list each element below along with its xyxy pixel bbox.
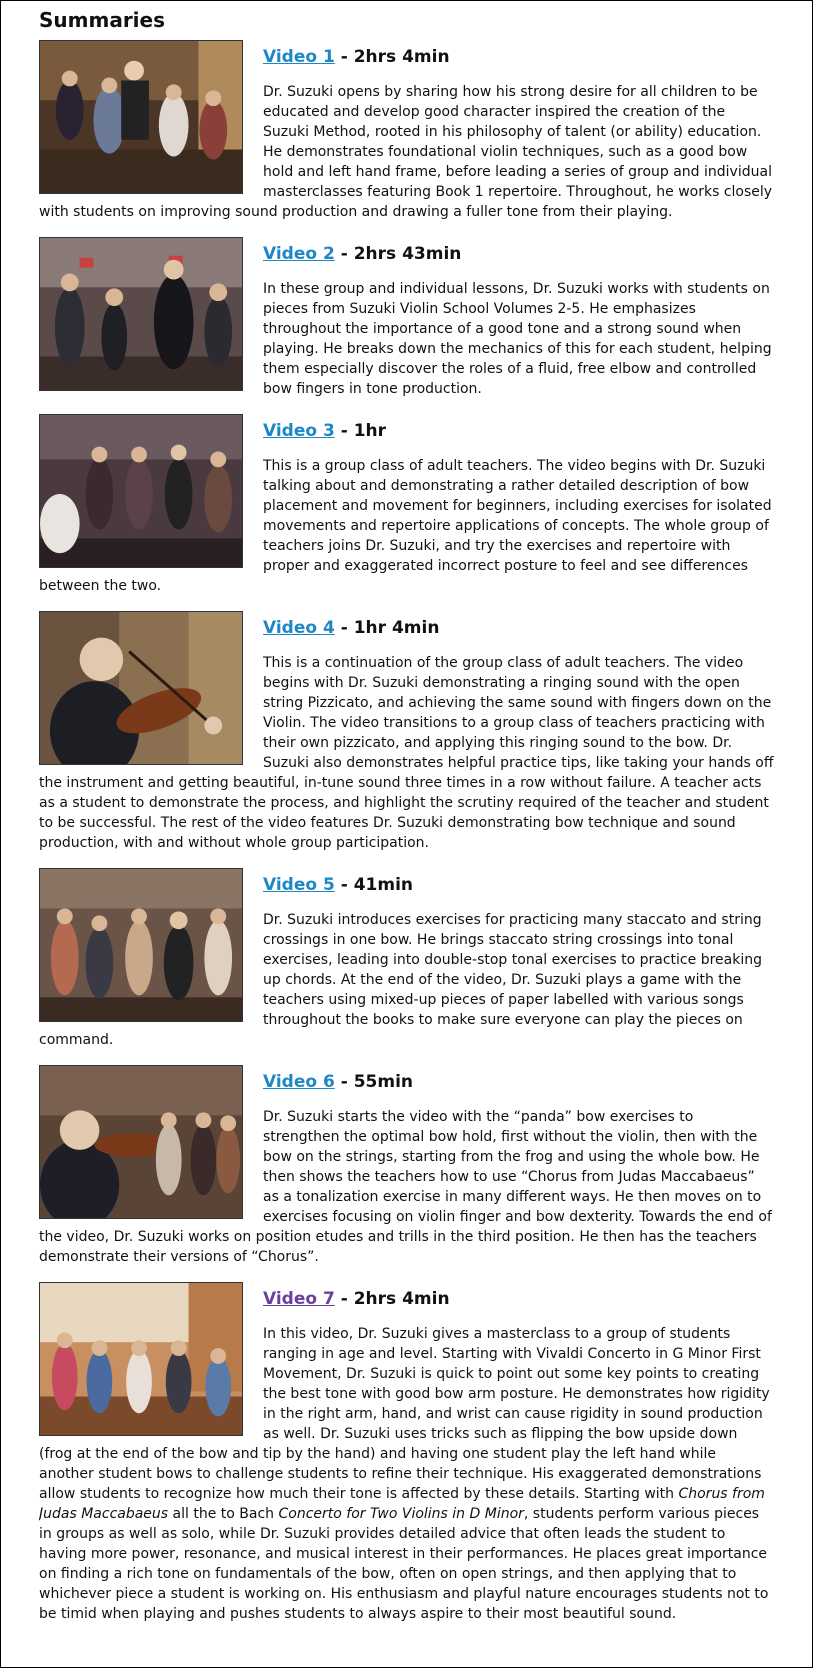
video-5-link[interactable]: Video 5 bbox=[263, 875, 335, 895]
video-2-summary: In these group and individual lessons, Dr. Suzuki works with students on pieces from Suzuki Violin School Volumes 2-5. He emphasizes throughout the importance of a good tone and a strong sound when playing. He breaks down the mechanics of this for each student, helping them especially discover the roles of a fluid, free elbow and controlled bow fingers in tone production. bbox=[263, 281, 772, 397]
video-summary-6 bbox=[39, 1065, 774, 1267]
heading-separator: - bbox=[334, 1072, 354, 1092]
video-3-link[interactable]: Video 3 bbox=[263, 421, 335, 441]
heading-separator: - bbox=[334, 875, 354, 895]
video-3-duration: 1hr bbox=[353, 421, 387, 441]
video-summary-4 bbox=[39, 611, 774, 853]
video-1-summary: Dr. Suzuki opens by sharing how his strong desire for all children to be educated and develop good character inspired the creation of the Suzuki Method, rooted in his philosophy of talent (or ability) education. He demonstrates foundational violin techniques, such as a good bow hold and left hand frame, before leading a series of group and individual masterclasses featuring Book 1 repertoire. Throughout, he works closely with students on improving sound production and drawing a fuller tone from their playing. bbox=[39, 84, 773, 220]
video-summary-2 bbox=[39, 237, 774, 399]
heading-separator: - bbox=[334, 618, 354, 638]
video-2-link[interactable]: Video 2 bbox=[263, 244, 335, 264]
heading-separator: - bbox=[334, 421, 354, 441]
video-summary-3 bbox=[39, 414, 774, 596]
video-7-summary-part2: all the to Bach bbox=[168, 1506, 279, 1522]
video-6-duration: 55min bbox=[353, 1072, 414, 1092]
video-4-duration: 1hr 4min bbox=[353, 618, 440, 638]
video-6-summary: Dr. Suzuki starts the video with the “panda” bow exercises to strengthen the optimal bow hold, first without the violin, then with the bow on the strings, starting from the frog and using the whole bow. He then shows the teachers how to use “Chorus from Judas Maccabaeus” as a tonalization exercise in many different ways. He then moves on to exercises focusing on violin finger and bow dexterity. Towards the end of the video, Dr. Suzuki works on position etudes and trills in the third position. He then has the teachers demonstrate their versions of “Chorus”. bbox=[39, 1109, 772, 1265]
video-1-link[interactable]: Video 1 bbox=[263, 47, 335, 67]
video-1-thumbnail[interactable] bbox=[39, 40, 243, 194]
video-7-link[interactable]: Video 7 bbox=[263, 1289, 335, 1309]
video-summary-1 bbox=[39, 40, 774, 222]
video-3-summary: This is a group class of adult teachers. The video begins with Dr. Suzuki talking about and demonstrating a rather detailed description of bow placement and movement for beginners, including exercises for isolated movements and repertoire applications of concepts. The whole group of teachers joins Dr. Suzuki, and try the exercises and repertoire with proper and exaggerated incorrect posture to feel and see differences between the two. bbox=[39, 458, 772, 594]
video-6-link[interactable]: Video 6 bbox=[263, 1072, 335, 1092]
video-1-duration: 2hrs 4min bbox=[353, 47, 450, 67]
video-7-summary-part1: In this video, Dr. Suzuki gives a masterclass to a group of students ranging in age and level. Starting with Vivaldi Concerto in G Minor First Movement, Dr. Suzuki is quick to point out some key points to creating the best tone with good bow arm posture. He demonstrates how rigidity in the right arm, hand, and wrist can cause rigidity in sound production as well. Dr. Suzuki uses tricks such as flipping the bow upside down (frog at the end of the bow and tip by the hand) and having one student play the left hand while another student bows to challenge students to refine their technique. His exaggerated demonstrations allow students to recognize how much their tone is affected by these details. Starting with bbox=[39, 1326, 770, 1502]
video-2-thumbnail[interactable] bbox=[39, 237, 243, 391]
video-7-summary-title-chorus: Chorus from Judas Maccabaeus bbox=[39, 1486, 765, 1522]
video-summary-5 bbox=[39, 868, 774, 1050]
video-5-duration: 41min bbox=[353, 875, 414, 895]
video-2-duration: 2hrs 43min bbox=[353, 244, 462, 264]
summaries-content bbox=[1, 1, 812, 1624]
video-3-thumbnail[interactable] bbox=[39, 414, 243, 568]
video-5-thumbnail[interactable] bbox=[39, 868, 243, 1022]
video-summary-7 bbox=[39, 1282, 774, 1624]
video-4-summary: This is a continuation of the group class of adult teachers. The video begins with Dr. Suzuki demonstrating a ringing sound with the open string Pizzicato, and achieving the same sound with fingers down on the Violin. The video transitions to a group class of teachers practicing with their own pizzicato, and applying this ringing sound to the bow. Dr. Suzuki also demonstrates helpful practice tips, like taking your hands off the instrument and getting beautiful, in-tune sound three times in a row without failure. A teacher acts as a student to demonstrate the process, and highlight the scrutiny required of the teacher and student to be successful. The rest of the video features Dr. Suzuki demonstrating bow technique and sound production, with and without whole group participation. bbox=[39, 655, 774, 851]
heading-separator: - bbox=[334, 244, 354, 264]
video-7-duration: 2hrs 4min bbox=[353, 1289, 450, 1309]
video-7-summary-part3: , students perform various pieces in groups as well as solo, while Dr. Suzuki provides detailed advice that often leads the student to having more power, resonance, and musical interest in their performances. He places great importance on finding a rich tone on fundamentals of the bow, often on open strings, and then applying that to whichever piece a student is working on. His enthusiasm and playful nature encourages students not to be timid when playing and pushes students to always aspire to their most beautiful sound. bbox=[39, 1506, 769, 1622]
video-7-thumbnail[interactable] bbox=[39, 1282, 243, 1436]
heading-separator: - bbox=[334, 1289, 354, 1309]
video-7-summary-title-concerto: Concerto for Two Violins in D Minor bbox=[278, 1506, 524, 1522]
video-4-thumbnail[interactable] bbox=[39, 611, 243, 765]
video-6-thumbnail[interactable] bbox=[39, 1065, 243, 1219]
heading-separator: - bbox=[334, 47, 354, 67]
video-4-link[interactable]: Video 4 bbox=[263, 618, 335, 638]
video-5-summary: Dr. Suzuki introduces exercises for practicing many staccato and string crossings in one bow. He brings staccato string crossings into tonal exercises, leading into double-stop tonal exercises to practice breaking up chords. At the end of the video, Dr. Suzuki plays a game with the teachers using mixed-up pieces of paper labelled with various songs throughout the books to make sure everyone can play the pieces on command. bbox=[39, 912, 762, 1048]
page-title: Summaries bbox=[39, 8, 166, 32]
